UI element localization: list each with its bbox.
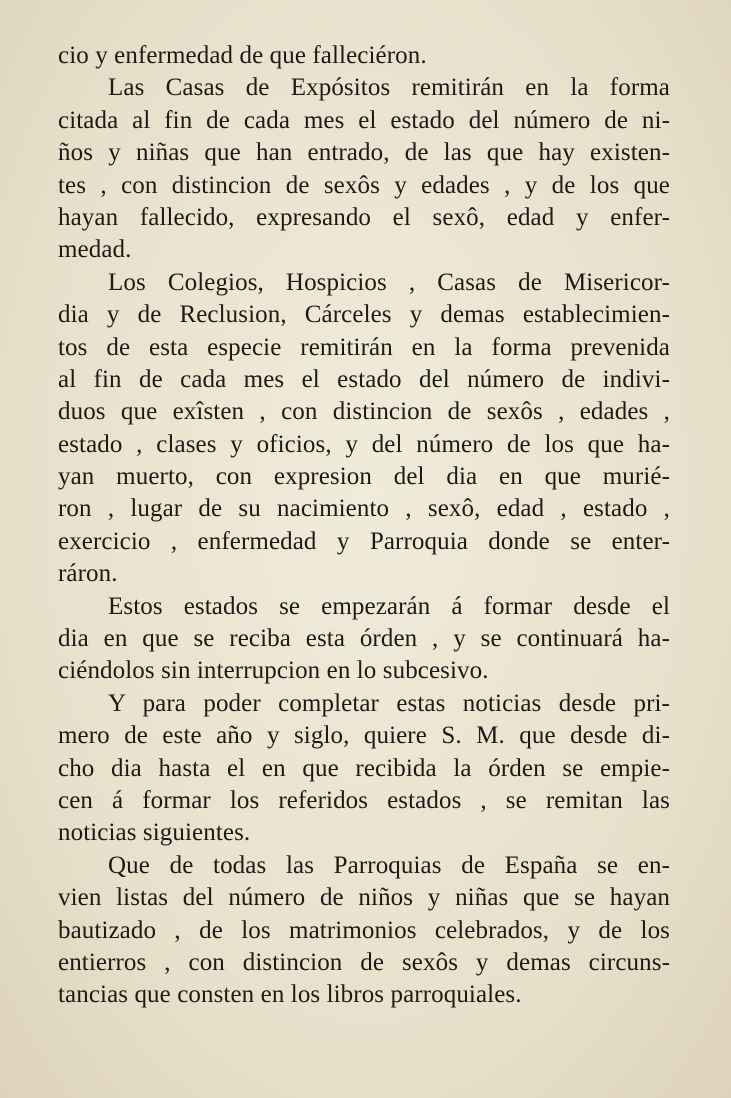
text-line: cen á formar los referidos estados , se remitan las xyxy=(58,786,670,814)
text-line: Y para poder completar estas noticias desde pri- xyxy=(108,689,670,717)
text-line: ron , lugar de su nacimiento , sexô, edad , estado , xyxy=(58,495,670,523)
text-line: Estos estados se empezarán á formar desde el xyxy=(108,592,670,620)
text-line: duos que exîsten , con distincion de sexôs , edades , xyxy=(58,398,670,426)
text-line: vien listas del número de niños y niñas que se hayan xyxy=(58,884,670,912)
text-line: dia y de Reclusion, Cárceles y demas establecimien- xyxy=(58,301,670,329)
text-line: Las Casas de Expósitos remitirán en la forma xyxy=(108,74,670,102)
text-line: mero de este año y siglo, quiere S. M. que desde di- xyxy=(58,722,670,750)
text-line: dia en que se reciba esta órden , y se continuará ha- xyxy=(58,625,670,653)
text-line: hayan fallecido, expresando el sexô, edad y enfer- xyxy=(58,203,670,231)
text-line: ños y niñas que han entrado, de las que hay existen- xyxy=(58,139,670,167)
text-line: cho dia hasta el en que recibida la órden se empie- xyxy=(58,754,670,782)
text-line: tos de esta especie remitirán en la forma prevenida xyxy=(58,333,670,361)
text-line: estado , clases y oficios, y del número de los que ha- xyxy=(58,430,670,458)
text-line: ciéndolos sin interrupcion en lo subcesivo. xyxy=(58,657,489,685)
text-line: citada al fin de cada mes el estado del número de ni- xyxy=(58,106,670,134)
text-line: medad. xyxy=(58,236,132,264)
text-line: tancias que consten en los libros parroquiales. xyxy=(58,981,522,1009)
text-line: bautizado , de los matrimonios celebrados, y de los xyxy=(58,916,670,944)
text-line: cio y enfermedad de que falleciéron. xyxy=(58,42,427,69)
text-line: Los Colegios, Hospicios , Casas de Misericor- xyxy=(108,268,670,296)
page-body-text xyxy=(58,40,670,1012)
text-line: Que de todas las Parroquias de España se en- xyxy=(108,851,670,879)
text-line: tes , con distincion de sexôs y edades , y de los que xyxy=(58,171,670,199)
text-line: exercicio , enfermedad y Parroquia donde se enter- xyxy=(58,527,670,555)
text-line: noticias siguientes. xyxy=(58,819,251,847)
text-line: entierros , con distincion de sexôs y demas circuns- xyxy=(58,948,670,976)
text-line: yan muerto, con expresion del dia en que murié- xyxy=(58,463,670,491)
text-line: ráron. xyxy=(58,560,118,588)
text-line: al fin de cada mes el estado del número de indivi- xyxy=(58,365,670,393)
